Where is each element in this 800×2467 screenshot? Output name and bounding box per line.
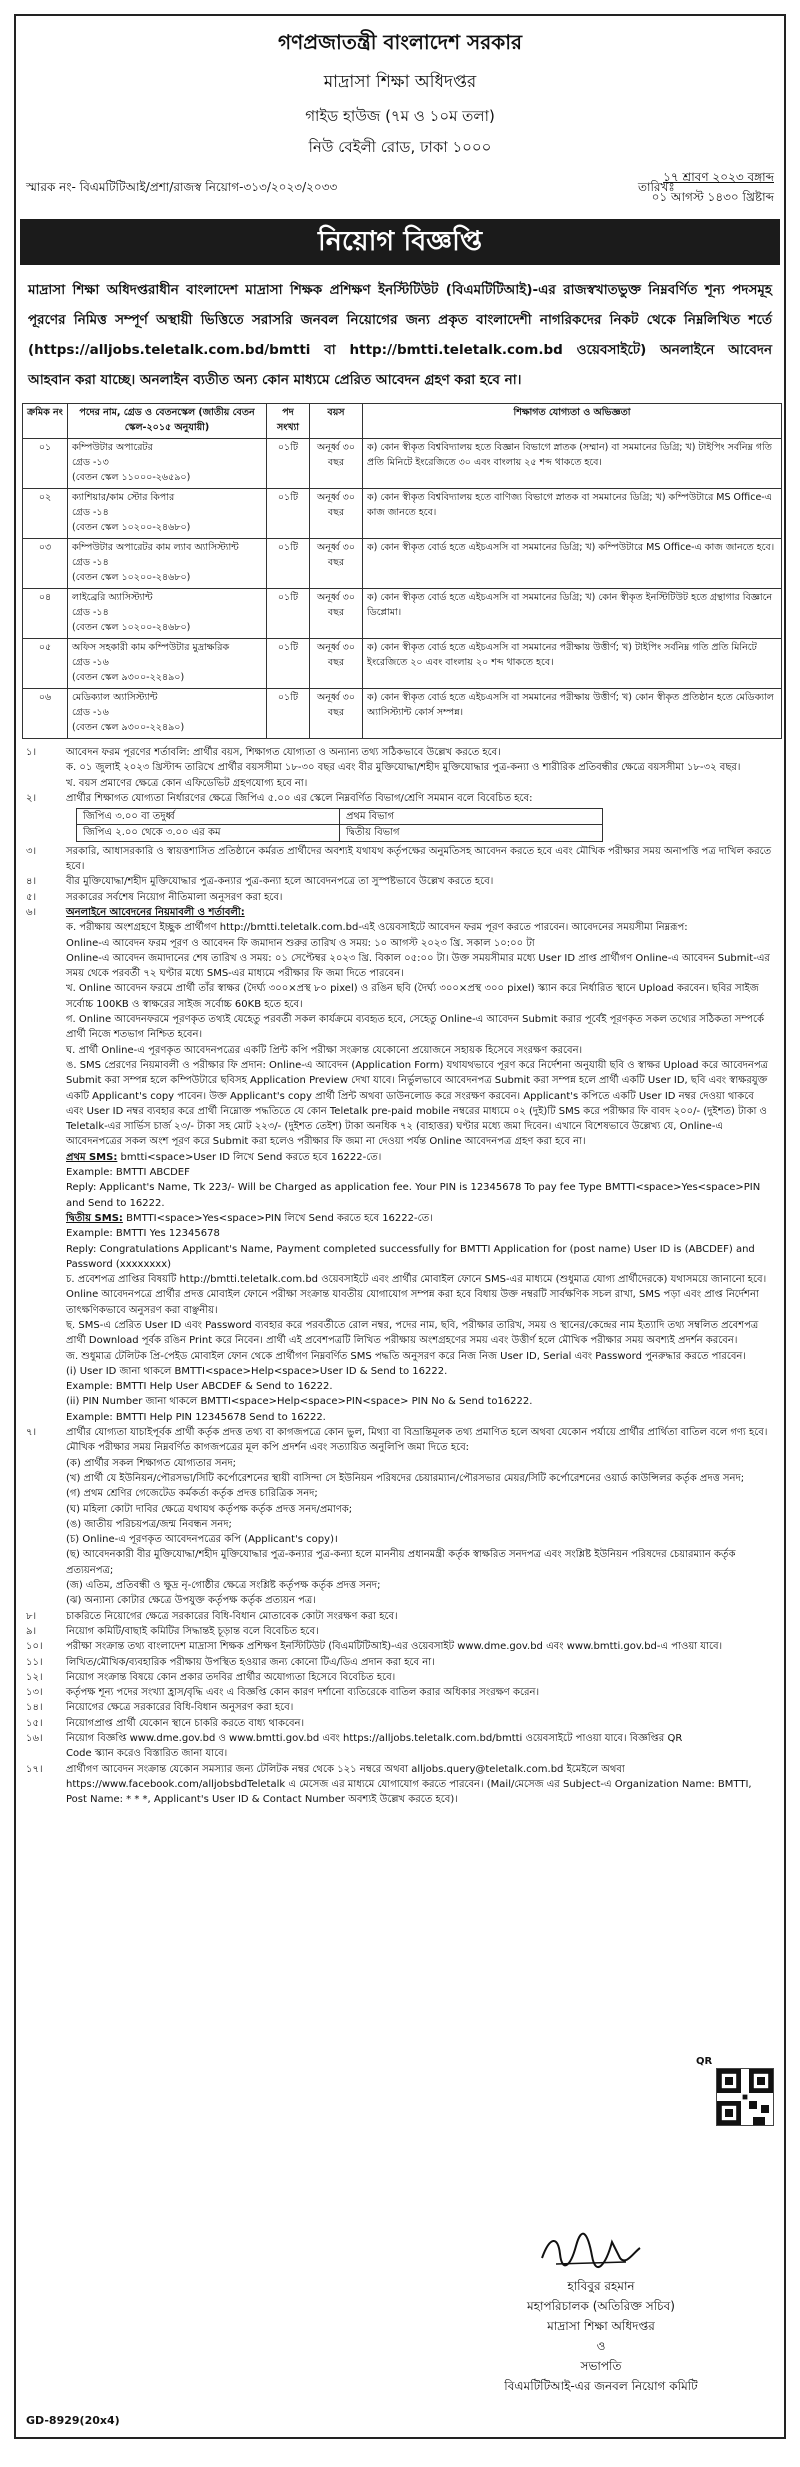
- gpa-table: [76, 808, 603, 842]
- notice-banner: নিয়োগ বিজ্ঞপ্তি: [20, 219, 780, 265]
- recovery-2-example: Example: BMTTI Help PIN 12345678 Send to 16222.: [66, 1411, 326, 1423]
- section-12: ১২। নিয়োগ সংক্রান্ত বিষয়ে কোন প্রকার তদবির প্রার্থীর অযোগ্যতা হিসেবে বিবেচিত হবে।: [26, 1671, 396, 1683]
- col-serial: ক্রমিক নং: [23, 404, 68, 439]
- cell-age: অনূর্ধ্ব ৩০ বছর: [310, 689, 363, 739]
- list-item: (চ) Online-এ পূরণকৃত আবেদনপত্রের কপি (Applicant's copy)।: [66, 1534, 338, 1546]
- cell-post: কম্পিউটার অপারেটর কাম ল্যাব অ্যাসিস্ট্যান্ট গ্রেড -১৪ (বেতন স্কেল ১০২০০-২৪৬৮০): [68, 539, 267, 589]
- signature-icon: [536, 2228, 646, 2278]
- cell-count: ০১টি: [267, 639, 310, 689]
- cell-serial: ০৪: [23, 589, 68, 639]
- cell-post: কম্পিউটার অপারেটর গ্রেড -১৩ (বেতন স্কেল ১১০০০-২৬৫৯০): [68, 439, 267, 489]
- conditions: [26, 745, 774, 1807]
- cell-count: ০১টি: [267, 539, 310, 589]
- cell-qualification: ক) কোন স্বীকৃত বোর্ড হতে এইচএসসি বা সমমানের ডিগ্রি; খ) কোন স্বীকৃত ইনস্টিটিউট হতে গ্রন্থাগার বিজ্ঞানে ডিপ্লোমা।: [363, 589, 782, 639]
- sms-1-example: Example: BMTTI ABCDEF: [66, 1167, 190, 1179]
- cell-post: ক্যাশিয়ার/কাম স্টোর কিপার গ্রেড -১৪ (বেতন স্কেল ১০২০০-২৪৬৮০): [68, 489, 267, 539]
- address-line-1: গাইড হাউজ (৭ম ও ১০ম তলা): [305, 107, 495, 125]
- list-item: (ঝ) অন্যান্য কোটার ক্ষেত্রে উপযুক্ত কর্তৃপক্ষ কর্তৃক প্রত্যয়ন পত্র।: [66, 1595, 316, 1607]
- section-14: ১৪। নিয়োগের ক্ষেত্রে সরকারের বিধি-বিধান অনুসরণ করা হবে।: [26, 1702, 294, 1714]
- sms-2-reply: Reply: Congratulations Applicant's Name, Payment completed successfully for BMTTI Application for (post name) User ID is (ABCDEF) and Password (xxxxxxxx): [66, 1243, 755, 1270]
- section-6-g: ছ. SMS-এ প্রেরিত User ID এবং Password ব্যবহার করে পরবর্তীতে রোল নম্বর, পদের নাম, ছবি, পরীক্ষার তারিখ, সময় ও স্থানের/কেন্দ্রের নাম ইত্যাদি তথ্য সম্বলিত প্রবেশপত্র প্রার্থী Download পূর্বক রঙিন Print করে নিবেন। প্রার্থী এই প্রবেশপত্রটি লিখিত পরীক্ষায় অংশগ্রহণের সময় এবং উত্তীর্ণ হলে মৌখিক পরীক্ষার সময় অবশ্যই প্রদর্শন করবেন।: [66, 1319, 759, 1347]
- recovery-1-example: Example: BMTTI Help User ABCDEF & Send to 16222.: [66, 1381, 333, 1393]
- notice-page: [14, 14, 786, 2439]
- table-row: [23, 639, 782, 689]
- recovery-2: (ii) PIN Number জানা থাকলে BMTTI<space>Help<space>PIN<space> PIN No & Send to16222.: [66, 1396, 533, 1408]
- section-6-b: খ. Online আবেদন ফরমে প্রার্থী তাঁর স্বাক্ষর (দৈর্ঘ্য ৩০০×প্রস্থ ৮০ pixel) ও রঙিন ছবি (দৈর্ঘ্য ৩০০×প্রস্থ ৩০০ pixel) স্ক্যান করে নির্ধারিত স্থানে Upload করবেন। ছবির সাইজ সর্বোচ্চ 100KB ও স্বাক্ষরের সাইজ সর্বোচ্চ 60KB হতে হবে।: [66, 983, 759, 1010]
- section-11: ১১। লিখিত/মৌখিক/ব্যবহারিক পরীক্ষায় উপস্থিত হওয়ার জন্য কোনো টিএ/ডিএ প্রদান করা হবে না।: [26, 1656, 435, 1668]
- section-6-e: ঙ. SMS প্রেরণের নিয়মাবলী ও পরীক্ষার ফি প্রদান: Online-এ আবেদন (Application Form) যথাযথভাবে পূরণ করে নির্দেশনা অনুযায়ী ছবি ও স্বাক্ষর Upload করে আবেদনপত্র Submit করা সম্পন্ন হলে কম্পিউটারে ছবিসহ Application Preview দেখা যাবে। নির্ভুলভাবে আবেদনপত্র Submit করা সম্পন্ন হলে প্রার্থী একটি User ID, ছবি এবং স্বাক্ষরযুক্ত একটি Applicant's copy পাবেন। উক্ত Applicant's copy প্রার্থী প্রিন্ট অথবা ডাউনলোড করে সংরক্ষণ করবেন। Applicant's কপিতে একটি User ID নম্বর দেওয়া থাকবে এবং User ID নম্বর ব্যবহার করে প্রার্থী নিম্নোক্ত পদ্ধতিতে যে কোন Teletalk pre-paid mobile নম্বরের মাধ্যমে ০২ (দুই)টি SMS করে পরীক্ষার ফি বাবদ ২০০/- (দুইশত) টাকা ও Teletalk-এর সার্ভিস চার্জ ২৩/- টাকা সহ মোট ২২৩/- (দুইশত তেইশ) টাকা অনধিক ৭২ (বাহাত্তর) ঘণ্টার মধ্যে জমা দিবেন। এখানে বিশেষভাবে উল্লেখ্য যে, Online-এ আবেদনপত্রের সকল অংশ পূরণ করে Submit করা হলেও পরীক্ষার ফি জমা না দেওয়া পর্যন্ত Online আবেদনপত্র গ্রহণ করা হবে না।: [66, 1059, 769, 1148]
- date-english: ০১ আগস্ট ১৪৩০ খ্রিষ্টাব্দ: [651, 190, 774, 204]
- gd-number: GD-8929(20x4): [26, 2414, 120, 2427]
- cell-serial: ০১: [23, 439, 68, 489]
- list-item: (ঘ) মহিলা কোটা দাবির ক্ষেত্রে যথাযথ কর্তৃপক্ষ কর্তৃক প্রদত্ত সনদ/প্রমাণক;: [66, 1503, 353, 1515]
- cell-post: অফিস সহকারী কাম কম্পিউটার মুদ্রাক্ষরিক গ্রেড -১৬ (বেতন স্কেল ৯৩০০-২২৪৯০): [68, 639, 267, 689]
- section-17: ১৭। প্রার্থীগণ আবেদন সংক্রান্ত যেকোন সমস্যার জন্য টেলিটক নম্বর থেকে ১২১ নম্বরে অথবা alljobs.query@teletalk.com.bd ইমেইলে অথবা https://www.facebook.com/alljobsbdTeletalk এ মেসেজ এর মাধ্যমে যোগাযোগ করতে পারবেন। (Mail/মেসেজ এর Subject-এ Organization Name: BMTTI, Post Name: * * *, Applicant's User ID & Contact Number অবশ্যই উল্লেখ করতে হবে)।: [26, 1763, 752, 1806]
- intro-paragraph: মাদ্রাসা শিক্ষা অধিদপ্তরাধীন বাংলাদেশ মাদ্রাসা শিক্ষক প্রশিক্ষণ ইনস্টিটিউট (বিএমটিটিআই)-এর রাজস্বখাতভুক্ত নিম্নবর্ণিত শূন্য পদসমূহ পূরণের নিমিত্ত সম্পূর্ণ অস্থায়ী ভিত্তিতে সরাসরি জনবল নিয়োগের জন্য প্রকৃত বাংলাদেশী নাগরিকদের নিকট থেকে নিম্নলিখিত শর্তে (https://alljobs.teletalk.com.bd/bmtti বা http://bmtti.teletalk.com.bd ওয়েবসাইটে) অনলাইনে আবেদন আহবান করা যাচ্ছে। অনলাইন ব্যতীত অন্য কোন মাধ্যমে প্রেরিত আবেদন গ্রহণ করা হবে না।: [28, 282, 772, 388]
- cell-age: অনূর্ধ্ব ৩০ বছর: [310, 489, 363, 539]
- qr-code-icon: [716, 2068, 774, 2126]
- cell-qualification: ক) কোন স্বীকৃত বিশ্ববিদ্যালয় হতে বাণিজ্য বিভাগে স্নাতক বা সমমানের ডিগ্রি; খ) কম্পিউটারে MS Office-এ কাজ জানতে হবে।: [363, 489, 782, 539]
- list-item: (ঙ) জাতীয় পরিচয়পত্র/জন্ম নিবন্ধন সনদ;: [66, 1518, 232, 1530]
- section-4: ৪। বীর মুক্তিযোদ্ধা/শহীদ মুক্তিযোদ্ধার পুত্র-কন্যার পুত্র-কন্যা হলে আবেদনপত্রে তা সুস্পষ্টভাবে উল্লেখ করতে হবে।: [26, 876, 494, 888]
- section-6-d: ঘ. প্রার্থী Online-এ পূরণকৃত আবেদনপত্রের একটি প্রিন্ট কপি পরীক্ষা সংক্রান্ত যেকোনো প্রয়োজনে সহায়ক হিসেবে সংরক্ষণ করবেন।: [66, 1044, 583, 1056]
- cell-qualification: ক) কোন স্বীকৃত বোর্ড হতে এইচএসসি বা সমমানের পরীক্ষায় উত্তীর্ণ; খ) টাইপিং সর্বনিম্ন গতি প্রতি মিনিটে ইংরেজিতে ২০ এবং বাংলায় ২০ শব্দ থাকতে হবে।: [363, 639, 782, 689]
- cell-post: লাইব্রেরি অ্যাসিস্ট্যান্ট গ্রেড -১৪ (বেতন স্কেল ১০২০০-২৪৬৮০): [68, 589, 267, 639]
- posts-table: [22, 403, 782, 739]
- cell-age: অনূর্ধ্ব ৩০ বছর: [310, 589, 363, 639]
- sms-2: দ্বিতীয় SMS: BMTTI<space>Yes<space>PIN লিখে Send করতে হবে 16222-তে।: [66, 1212, 433, 1224]
- section-3: ৩। সরকারি, আধাসরকারি ও স্বায়ত্তশাসিত প্রতিষ্ঠানে কর্মরত প্রার্থীদের অবশ্যই যথাযথ কর্তৃপক্ষের অনুমতিসহ আবেদন করতে হবে এবং মৌখিক পরীক্ষার সময় অনাপত্তি পত্র দাখিল করতে হবে।: [26, 845, 772, 873]
- cell-age: অনূর্ধ্ব ৩০ বছর: [310, 439, 363, 489]
- cell-count: ০১টি: [267, 689, 310, 739]
- section-1-b: খ. বয়স প্রমাণের ক্ষেত্রে কোন এফিডেভিট গ্রহণযোগ্য হবে না।: [66, 777, 308, 789]
- recovery-1: (i) User ID জানা থাকলে BMTTI<space>Help<space>User ID & Send to 16222.: [66, 1365, 448, 1377]
- cell-qualification: ক) কোন স্বীকৃত বোর্ড হতে এইচএসসি বা সমমানের ডিগ্রি; খ) কম্পিউটারে MS Office-এ কাজ জানতে হবে।: [363, 539, 782, 589]
- section-6-f: চ. প্রবেশপত্র প্রাপ্তির বিষয়টি http://bmtti.teletalk.com.bd ওয়েবসাইটে এবং প্রার্থীর মোবাইল ফোনে SMS-এর মাধ্যমে (শুধুমাত্র যোগ্য প্রার্থীদেরকে) যথাসময়ে জানানো হবে। Online আবেদনপত্রে প্রার্থীর প্রদত্ত মোবাইল ফোনে পরীক্ষা সংক্রান্ত যাবতীয় যোগাযোগ সম্পন্ন করা হবে বিধায় উক্ত নম্বরটি সার্বক্ষণিক সচল রাখা, SMS পড়া এবং প্রাপ্ত নির্দেশনা তাৎক্ষণিকভাবে অনুসরণ করা বাঞ্ছনীয়।: [66, 1274, 767, 1316]
- table-row: [23, 489, 782, 539]
- section-2: ২। প্রার্থীর শিক্ষাগত যোগ্যতা নির্ধারণের ক্ষেত্রে জিপিএ ৫.০০ এর স্কেলে নিম্নবর্ণিত বিভাগ/শ্রেণি সমমান বলে বিবেচিত হবে:: [26, 792, 533, 804]
- col-count: পদ সংখ্যা: [267, 404, 310, 439]
- col-post: পদের নাম, গ্রেড ও বেতনস্কেল (জাতীয় বেতন স্কেল-২০১৫ অনুযায়ী): [68, 404, 267, 439]
- cell-age: অনূর্ধ্ব ৩০ বছর: [310, 539, 363, 589]
- section-5: ৫। সরকারের সর্বশেষ নিয়োগ নীতিমালা অনুসরণ করা হবে।: [26, 891, 283, 903]
- cell-serial: ০৩: [23, 539, 68, 589]
- section-1: ১। আবেদন ফরম পূরণের শর্তাবলি: প্রার্থীর বয়স, শিক্ষাগত যোগ্যতা ও অন্যান্য তথ্য সঠিকভাবে উল্লেখ করতে হবে।: [26, 747, 501, 758]
- list-item: (জ) এতিম, প্রতিবন্ধী ও ক্ষুদ্র নৃ-গোষ্ঠীর ক্ষেত্রে সংশ্লিষ্ট কর্তৃপক্ষ কর্তৃক প্রদত্ত সনদ;: [66, 1580, 381, 1592]
- section-7-items: [26, 1456, 774, 1609]
- qr-label: QR: [696, 2056, 713, 2067]
- table-row: [23, 539, 782, 589]
- section-6-body: [26, 920, 774, 1425]
- table-row: জিপিএ ২.০০ থেকে ৩.০০ এর কম দ্বিতীয় বিভাগ: [77, 825, 603, 841]
- list-item: (ছ) আবেদনকারী বীর মুক্তিযোদ্ধা/শহীদ মুক্তিযোদ্ধার পুত্র-কন্যার পুত্র-কন্যা হলে মাননীয় প্রধানমন্ত্রী কর্তৃক স্বাক্ষরিত সনদপত্র এবং সংশ্লিষ্ট ইউনিয়ন পরিষদের চেয়ারম্যান কর্তৃক প্রত্যয়নপত্র;: [66, 1549, 736, 1576]
- table-row: [23, 589, 782, 639]
- table-row: [23, 439, 782, 489]
- memo-number: স্মারক নং- বিএমটিটিআই/প্রশা/রাজস্ব নিয়োগ-৩১৩/২০২৩/২০৩৩: [26, 180, 338, 194]
- section-6-a: ক. পরীক্ষায় অংশগ্রহণে ইচ্ছুক প্রার্থীগণ http://bmtti.teletalk.com.bd-এই ওয়েবসাইটে আবেদন ফরম পূরণ করতে পারবেন। আবেদনের সময়সীমা নিম্নরূপ:: [66, 922, 688, 934]
- sms-1: প্রথম SMS: bmtti<space>User ID লিখে Send করতে হবে 16222-তে।: [66, 1151, 382, 1163]
- col-age: বয়স: [310, 404, 363, 439]
- dept-title: মাদ্রাসা শিক্ষা অধিদপ্তর: [323, 72, 477, 92]
- section-6-c: গ. Online আবেদনফরমে পূরণকৃত তথ্যই যেহেতু পরবর্তী সকল কার্যক্রমে ব্যবহৃত হবে, সেহেতু Online-এ আবেদন Submit করার পূর্বেই পূরণকৃত সকল তথ্যের সঠিকতা সম্পর্কে প্রার্থী নিজে শতভাগ নিশ্চিত হবেন।: [66, 1014, 765, 1041]
- section-6-a2: Online-এ আবেদন জমাদানের শেষ তারিখ ও সময়: ০১ সেপ্টেম্বর ২০২৩ খ্রি. বিকাল ০৫:০০ টা। উক্ত সময়সীমার মধ্যে User ID প্রাপ্ত প্রার্থীগণ Online-এ আবেদন Submit-এর সময় থেকে পরবর্তী ৭২ ঘণ্টার মধ্যে SMS-এর মাধ্যমে পরীক্ষার ফি জমা দিতে পারবেন।: [66, 952, 770, 980]
- table-header-row: [23, 404, 782, 439]
- signatory-and: ও: [596, 2339, 606, 2353]
- date-label: তারিখঃ: [638, 180, 675, 194]
- section-16: ১৬। নিয়োগ বিজ্ঞপ্তি www.dme.gov.bd ও www.bmtti.gov.bd এবং https://alljobs.teletalk.com.bd/bmtti ওয়েবসাইটে পাওয়া যাবে। বিজ্ঞপ্তির QR Code স্ক্যান করেও বিস্তারিত জানা যাবে।: [26, 1733, 683, 1760]
- cell-post: মেডিক্যাল অ্যাসিস্ট্যান্ট গ্রেড -১৬ (বেতন স্কেল ৯৩০০-২২৪৯০): [68, 689, 267, 739]
- sms-1-reply: Reply: Applicant's Name, Tk 223/- Will be Charged as application fee. Your PIN is 12345678 To pay fee Type BMTTI<space>Yes<space>PIN and Send to 16222.: [66, 1182, 761, 1209]
- cell-count: ০১টি: [267, 589, 310, 639]
- signatory-title-2: মাদ্রাসা শিক্ষা অধিদপ্তর: [547, 2319, 655, 2333]
- sms-2-example: Example: BMTTI Yes 12345678: [66, 1228, 220, 1240]
- cell-count: ০১টি: [267, 439, 310, 489]
- section-8: ৮। চাকরিতে নিয়োগের ক্ষেত্রে সরকারের বিধি-বিধান মোতাবেক কোটা সংরক্ষণ করা হবে।: [26, 1610, 398, 1622]
- list-item: (গ) প্রথম শ্রেণির গেজেটেড কর্মকর্তা কর্তৃক প্রদত্ত চারিত্রিক সনদ;: [66, 1488, 318, 1500]
- table-row: [23, 689, 782, 739]
- table-row: জিপিএ ৩.০০ বা তদুর্ধ্ব প্রথম বিভাগ: [77, 809, 603, 825]
- section-7: ৭। প্রার্থীর যোগ্যতা যাচাইপূর্বক প্রার্থী কর্তৃক প্রদত্ত তথ্য বা কাগজপত্রে কোন ভুল, মিথ্যা বা বিভ্রান্তিমূলক তথ্য প্রমাণিত হলে অথবা যেকোন পর্যায়ে প্রার্থীর প্রার্থিতা বাতিল বলে গণ্য হবে। মৌখিক পরীক্ষার সময় নিম্নবর্ণিত কাগজপত্রের মূল কপি প্রদর্শন এবং সত্যায়িত অনুলিপি জমা দিতে হবে:: [26, 1427, 768, 1454]
- govt-title: গণপ্রজাতন্ত্রী বাংলাদেশ সরকার: [278, 30, 522, 54]
- list-item: (খ) প্রার্থী যে ইউনিয়ন/পৌরসভা/সিটি কর্পোরেশনের স্থায়ী বাসিন্দা সে ইউনিয়ন পরিষদের চেয়ারম্যান/পৌরসভার মেয়র/সিটি কর্পোরেশনের ওয়ার্ড কাউন্সিলর কর্তৃক প্রদত্ত সনদ;: [66, 1472, 745, 1484]
- signatory-title-4: বিএমটিটিআই-এর জনবল নিয়োগ কমিটি: [504, 2379, 698, 2393]
- cell-age: অনূর্ধ্ব ৩০ বছর: [310, 639, 363, 689]
- signatory-title-1: মহাপরিচালক (অতিরিক্ত সচিব): [527, 2299, 675, 2313]
- cell-qualification: ক) কোন স্বীকৃত বিশ্ববিদ্যালয় হতে বিজ্ঞান বিভাগে স্নাতক (সম্মান) বা সমমানের ডিগ্রি; খ) টাইপিং সর্বনিম্ন গতি প্রতি মিনিটে ইংরেজিতে ৩০ এবং বাংলায় ২৫ শব্দ থাকতে হবে।: [363, 439, 782, 489]
- cell-count: ০১টি: [267, 489, 310, 539]
- section-10: ১০। পরীক্ষা সংক্রান্ত তথ্য বাংলাদেশ মাদ্রাসা শিক্ষক প্রশিক্ষণ ইনস্টিটিউট (বিএমটিটিআই)-এর ওয়েবসাইট www.dme.gov.bd এবং www.bmtti.gov.bd-এ পাওয়া যাবে।: [26, 1641, 723, 1653]
- signatory-name: হাবিবুর রহমান: [567, 2279, 635, 2293]
- address-line-2: নিউ বেইলী রোড, ঢাকা ১০০০: [308, 138, 492, 156]
- cell-serial: ০৬: [23, 689, 68, 739]
- section-6: ৬। অনলাইনে আবেদনের নিয়মাবলী ও শর্তাবলী:: [26, 906, 245, 918]
- signatory-title-3: সভাপতি: [580, 2359, 622, 2373]
- section-15: ১৫। নিয়োগপ্রাপ্ত প্রার্থী যেকোন স্থানে চাকরি করতে বাধ্য থাকবেন।: [26, 1717, 305, 1729]
- section-6-a1: Online-এ আবেদন ফরম পূরণ ও আবেদন ফি জমাদান শুরুর তারিখ ও সময়: ১০ আগস্ট ২০২৩ খ্রি. সকাল ১০:০০ টা: [66, 937, 535, 949]
- memo-row: [26, 167, 774, 213]
- section-9: ৯। নিয়োগ কমিটি/বাছাই কমিটির সিদ্ধান্তই চূড়ান্ত বলে বিবেচিত হবে।: [26, 1625, 319, 1637]
- header: [16, 16, 784, 161]
- list-item: (ক) প্রার্থীর সকল শিক্ষাগত যোগ্যতার সনদ;: [66, 1457, 237, 1469]
- cell-serial: ০২: [23, 489, 68, 539]
- cell-serial: ০৫: [23, 639, 68, 689]
- col-qualification: শিক্ষাগত যোগ্যতা ও অভিজ্ঞতা: [363, 404, 782, 439]
- section-13: ১৩। কর্তৃপক্ষ শূন্য পদের সংখ্যা হ্রাস/বৃদ্ধি এবং এ বিজ্ঞপ্তি কোন কারণ দর্শানো ব্যতিরেকে বাতিল করার অধিকার সংরক্ষণ করেন।: [26, 1687, 540, 1699]
- section-1-a: ক. ০১ জুলাই ২০২৩ খ্রিস্টাব্দ তারিখে প্রার্থীর বয়সসীমা ১৮-৩০ বছর এবং বীর মুক্তিযোদ্ধা/শহীদ মুক্তিযোদ্ধার পুত্র-কন্যা ও শারীরিক প্রতিবন্ধীর ক্ষেত্রে বয়সসীমা ১৮-৩২ বছর।: [66, 762, 741, 774]
- section-6-h: জ. শুধুমাত্র টেলিটক প্রি-পেইড মোবাইল ফোন থেকে প্রার্থীগণ নিম্নবর্ণিত SMS পদ্ধতি অনুসরণ করে নিজ নিজ User ID, Serial এবং Password পুনরুদ্ধার করতে পারবেন।: [66, 1350, 746, 1362]
- date-bangla: ১৭ শ্রাবণ ২০২৩ বঙ্গাব্দ: [663, 170, 774, 184]
- cell-qualification: ক) কোন স্বীকৃত বোর্ড হতে এইচএসসি বা সমমানের পরীক্ষায় উত্তীর্ণ; খ) কোন স্বীকৃত প্রতিষ্ঠান হতে মেডিক্যাল অ্যাসিস্ট্যান্ট কোর্স সম্পন্ন।: [363, 689, 782, 739]
